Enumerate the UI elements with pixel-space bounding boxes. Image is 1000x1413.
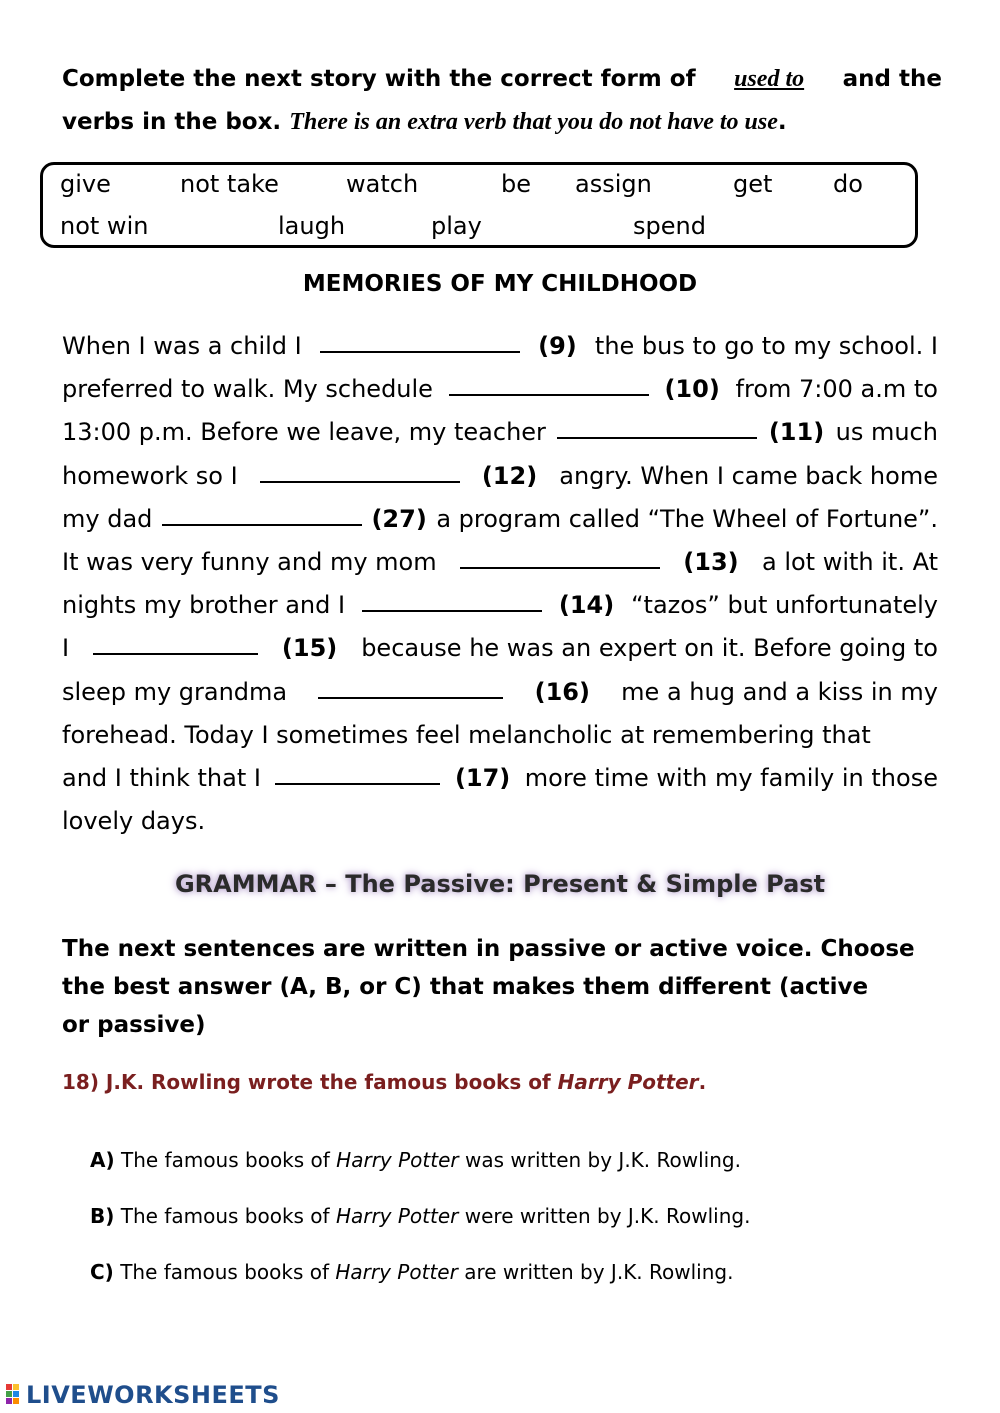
option-b[interactable] bbox=[90, 1204, 750, 1228]
verb-assign: assign bbox=[575, 170, 652, 198]
story bbox=[62, 325, 938, 843]
option-c[interactable] bbox=[90, 1260, 733, 1284]
blank-16[interactable] bbox=[318, 671, 503, 699]
verb-play: play bbox=[431, 212, 482, 240]
instructions-period: . bbox=[777, 109, 787, 135]
story-line bbox=[62, 455, 938, 498]
story-text: forehead. Today I sometimes feel melancholic at remembering that bbox=[62, 720, 871, 749]
story-line bbox=[62, 325, 938, 368]
blank-number: (12) bbox=[481, 461, 538, 490]
passive-instructions-line: the best answer (A, B, or C) that makes them different (active bbox=[62, 974, 869, 1000]
option-a[interactable] bbox=[90, 1148, 741, 1172]
option-text: are written by J.K. Rowling. bbox=[464, 1260, 734, 1284]
story-line bbox=[62, 627, 938, 670]
story-line bbox=[62, 671, 938, 714]
blank-number: (17) bbox=[454, 763, 511, 792]
logo-text: LIVEWORKSHEETS bbox=[26, 1381, 280, 1409]
verb-get: get bbox=[733, 170, 773, 198]
question-text: 18) J.K. Rowling wrote the famous books of bbox=[62, 1070, 551, 1094]
used-to-phrase: used to bbox=[734, 66, 805, 92]
option-text: was written by J.K. Rowling. bbox=[464, 1148, 741, 1172]
story-text: and I think that I bbox=[62, 763, 261, 792]
story-text: the bus to go to my school. I bbox=[594, 332, 938, 360]
option-book-title: Harry Potter bbox=[335, 1204, 459, 1228]
instructions-text-1: Complete the next story with the correct form of bbox=[62, 66, 696, 92]
option-book-title: Harry Potter bbox=[335, 1260, 458, 1284]
story-line bbox=[62, 757, 938, 800]
blank-number: (13) bbox=[683, 547, 739, 576]
blank-13[interactable] bbox=[460, 541, 660, 569]
instructions-note: There is an extra verb that you do not have to use bbox=[289, 109, 778, 135]
story-line bbox=[62, 541, 938, 584]
story-title: MEMORIES OF MY CHILDHOOD bbox=[302, 271, 698, 297]
blank-number: (9) bbox=[538, 332, 577, 360]
story-text: more time with my family in those bbox=[524, 763, 938, 792]
question-book-title: Harry Potter bbox=[557, 1070, 699, 1094]
story-text: preferred to walk. My schedule bbox=[62, 375, 433, 404]
story-text: my dad bbox=[62, 504, 153, 533]
blank-27[interactable] bbox=[162, 498, 362, 526]
question-18 bbox=[62, 1070, 706, 1094]
option-text: The famous books of bbox=[120, 1260, 330, 1284]
option-text: The famous books of bbox=[120, 1204, 330, 1228]
verb-give: give bbox=[60, 170, 111, 198]
story-line bbox=[62, 411, 938, 454]
blank-11[interactable] bbox=[557, 411, 757, 439]
verb-not-take: not take bbox=[180, 170, 279, 198]
verb-spend: spend bbox=[633, 212, 706, 240]
blank-number: (10) bbox=[664, 375, 720, 404]
blank-14[interactable] bbox=[362, 584, 542, 612]
question-period: . bbox=[698, 1070, 707, 1094]
story-line bbox=[62, 714, 938, 757]
story-text: a lot with it. At bbox=[761, 547, 938, 576]
verb-laugh: laugh bbox=[278, 212, 346, 240]
liveworksheets-logo[interactable] bbox=[6, 1381, 280, 1409]
instructions-line-1 bbox=[62, 58, 942, 101]
story-line bbox=[62, 584, 938, 627]
story-text: I bbox=[62, 634, 70, 663]
verb-be: be bbox=[501, 170, 531, 198]
option-label: B) bbox=[90, 1204, 115, 1228]
story-text: because he was an expert on it. Before going to bbox=[361, 634, 938, 663]
blank-17[interactable] bbox=[275, 757, 440, 785]
passive-instructions bbox=[62, 930, 932, 1044]
instructions-text-2: and the bbox=[842, 66, 942, 92]
option-text: The famous books of bbox=[120, 1148, 330, 1172]
blank-10[interactable] bbox=[449, 368, 649, 396]
story-line bbox=[62, 800, 938, 843]
story-text: nights my brother and I bbox=[62, 591, 346, 620]
story-text: homework so I bbox=[62, 461, 238, 490]
story-line bbox=[62, 498, 938, 541]
grammar-heading: GRAMMAR – The Passive: Present & Simple Past bbox=[174, 870, 826, 898]
option-book-title: Harry Potter bbox=[336, 1148, 459, 1172]
verb-do: do bbox=[833, 170, 863, 198]
instructions-text-3: verbs in the box. bbox=[62, 109, 282, 135]
blank-number: (15) bbox=[281, 634, 338, 663]
blank-number: (16) bbox=[534, 677, 590, 706]
blank-12[interactable] bbox=[260, 455, 460, 483]
story-text: me a hug and a kiss in my bbox=[621, 677, 938, 706]
verb-not-win: not win bbox=[60, 212, 149, 240]
blank-15[interactable] bbox=[93, 627, 258, 655]
passive-instructions-line: The next sentences are written in passive or active voice. Choose bbox=[62, 936, 915, 962]
blank-number: (27) bbox=[371, 504, 427, 533]
blank-9[interactable] bbox=[320, 325, 520, 353]
option-text: were written by J.K. Rowling. bbox=[464, 1204, 751, 1228]
story-text: lovely days. bbox=[62, 807, 206, 836]
logo-icon bbox=[6, 1384, 26, 1406]
instructions bbox=[62, 58, 942, 144]
story-text: from 7:00 a.m to bbox=[735, 375, 938, 404]
story-text: a program called “The Wheel of Fortune”. bbox=[436, 504, 938, 533]
blank-number: (14) bbox=[558, 591, 615, 620]
verb-watch: watch bbox=[346, 170, 419, 198]
passive-instructions-line: or passive) bbox=[62, 1012, 206, 1038]
story-text: us much bbox=[835, 418, 938, 447]
story-line bbox=[62, 368, 938, 411]
story-text: angry. When I came back home bbox=[559, 461, 938, 490]
story-text: “tazos” but unfortunately bbox=[631, 591, 938, 620]
story-text: 13:00 p.m. Before we leave, my teacher bbox=[62, 418, 546, 447]
story-text: It was very funny and my mom bbox=[62, 547, 437, 576]
option-label: C) bbox=[90, 1260, 114, 1284]
story-text: When I was a child I bbox=[62, 332, 302, 360]
blank-number: (11) bbox=[768, 418, 825, 447]
option-label: A) bbox=[90, 1148, 115, 1172]
story-text: sleep my grandma bbox=[62, 677, 288, 706]
instructions-line-2 bbox=[62, 101, 942, 144]
